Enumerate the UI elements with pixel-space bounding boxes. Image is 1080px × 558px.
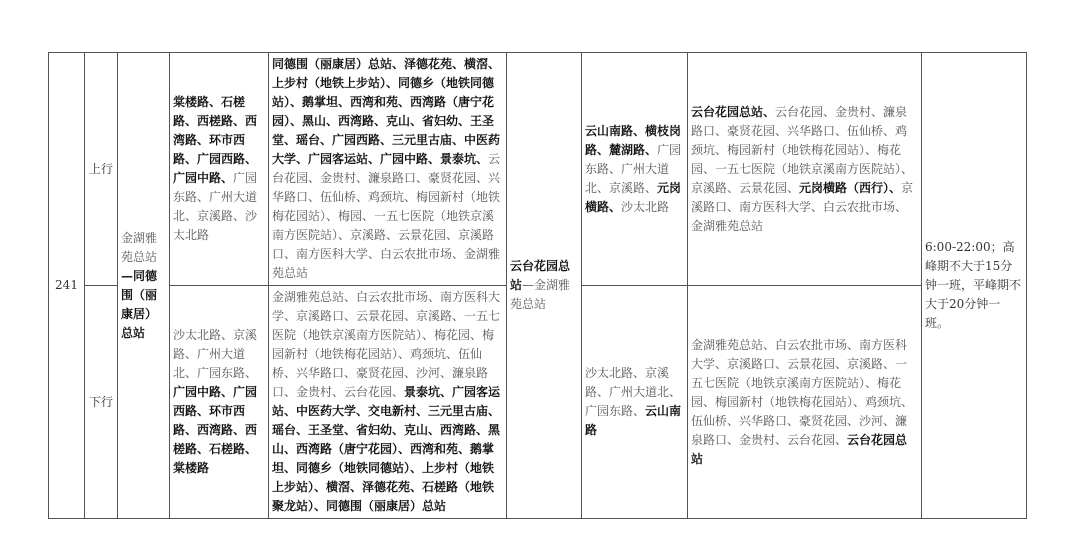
text-segment: 广园东路、广州大道北、京溪路、 <box>585 142 682 195</box>
text-segment: 云台花园总站 <box>510 259 571 292</box>
roads-up-after <box>582 53 688 286</box>
text-segment: 景泰坑、广园客运站、中医药大学、交电新村、三元里古庙、瑶台、王圣堂、省妇幼、克山、西湾路、黑山、西湾路（唐宁花园）、西湾和苑、鹅掌坦、同德乡（地铁同德站）、上步村（地铁上步站）、横滘、泽德花苑、石槎路（地铁聚龙站）、同德围（丽康居）总站 <box>272 385 501 513</box>
text-segment: 金湖雅苑总站 <box>121 230 158 264</box>
stops-down-after <box>688 286 922 519</box>
text-segment: 广园中路、广园西路、环市西路、西湾路、西槎路、石槎路、棠楼路 <box>173 385 258 475</box>
text-segment: 云台花园、金贵村、濂泉路口、豪贤花园、兴华路口、伍仙桥、鸡颈坑、梅园新村（地铁梅花园站）、梅园、一五七医院（地铁京溪南方医院站）、京溪路、云景花园、京溪路口、南方医科大学、白云农批市场、金湖雅苑总站 <box>272 152 501 280</box>
direction-down-label: 下行 <box>85 286 118 519</box>
text-segment: 云台花园、金贵村、濂泉路口、豪贤花园、兴华路口、伍仙桥、鸡颈坑、梅园新村（地铁梅花园站）、梅花园、一五七医院（地铁京溪南方医院站）、京溪路、云景花园、 <box>691 104 914 195</box>
text-segment: 京溪路口、南方医科大学、白云农批市场、金湖雅苑总站 <box>691 180 914 233</box>
terminal-cell-down <box>507 53 582 519</box>
stops-up-after <box>688 53 922 286</box>
roads-down-before <box>170 286 269 519</box>
direction-up-label: 上行 <box>85 53 118 286</box>
text-segment: 云山南路 <box>585 404 682 437</box>
text-segment: 棠楼路、石槎路、西槎路、西湾路、环市西路、广园西路、广园中路、 <box>173 95 258 185</box>
table-row-up <box>49 53 1027 286</box>
text-segment: 沙太北路、京溪路、广州大道北、广园东路、 <box>585 366 682 418</box>
text-segment: 元岗横路、 <box>585 180 682 214</box>
stops-down-before <box>269 286 507 519</box>
text-segment: 云台花园总站、 <box>691 104 776 119</box>
route-table <box>48 52 1027 519</box>
roads-up-before <box>170 53 269 286</box>
text-segment: 沙太北路 <box>621 199 670 214</box>
text-segment: —金湖雅苑总站 <box>510 278 571 311</box>
text-segment: 同德围（丽康居）总站、泽德花苑、横滘、上步村（地铁上步站）、同德乡（地铁同德站）、鹅掌坦、西湾和苑、西湾路（唐宁花园）、黑山、西湾路、克山、省妇幼、王圣堂、瑶台、广园西路、三元里古庙、中医药大学、广园客运站、广园中路、景泰坑、 <box>272 57 501 166</box>
text-segment: 云台花园总站 <box>691 432 908 466</box>
stops-up-before <box>269 53 507 286</box>
text-segment: 广园东路、广州大道北、京溪路、沙太北路 <box>173 171 258 242</box>
text-segment: 元岗横路（西行）、 <box>799 180 902 195</box>
text-segment: 沙太北路、京溪路、广州大道北、广园东路、 <box>173 328 258 380</box>
text-segment: —同德围（丽康居）总站 <box>121 268 158 340</box>
schedule-cell: 6:00-22:00；高峰期不大于15分钟一班，平峰期不大于20分钟一班。 <box>922 53 1027 519</box>
route-number: 241 <box>49 53 85 519</box>
roads-down-after <box>582 286 688 519</box>
text-segment: 金湖雅苑总站、白云农批市场、南方医科大学、京溪路口、云景花园、京溪路、一五七医院（地铁京溪南方医院站）、梅花园、梅园新村（地铁梅花园站）、鸡颈坑、伍仙桥、兴华路口、豪贤花园、沙河、濂泉路口、金贵村、云台花园、 <box>272 290 501 399</box>
text-segment: 云山南路、横枝岗路、麓湖路、 <box>585 123 682 157</box>
terminal-cell-up <box>118 53 170 519</box>
text-segment: 金湖雅苑总站、白云农批市场、南方医科大学、京溪路口、云景花园、京溪路、一五七医院（地铁京溪南方医院站）、梅花园、梅园新村（地铁梅花园站）、鸡颈坑、伍仙桥、兴华路口、豪贤花园、沙河、濂泉路口、金贵村、云台花园、 <box>691 337 914 447</box>
